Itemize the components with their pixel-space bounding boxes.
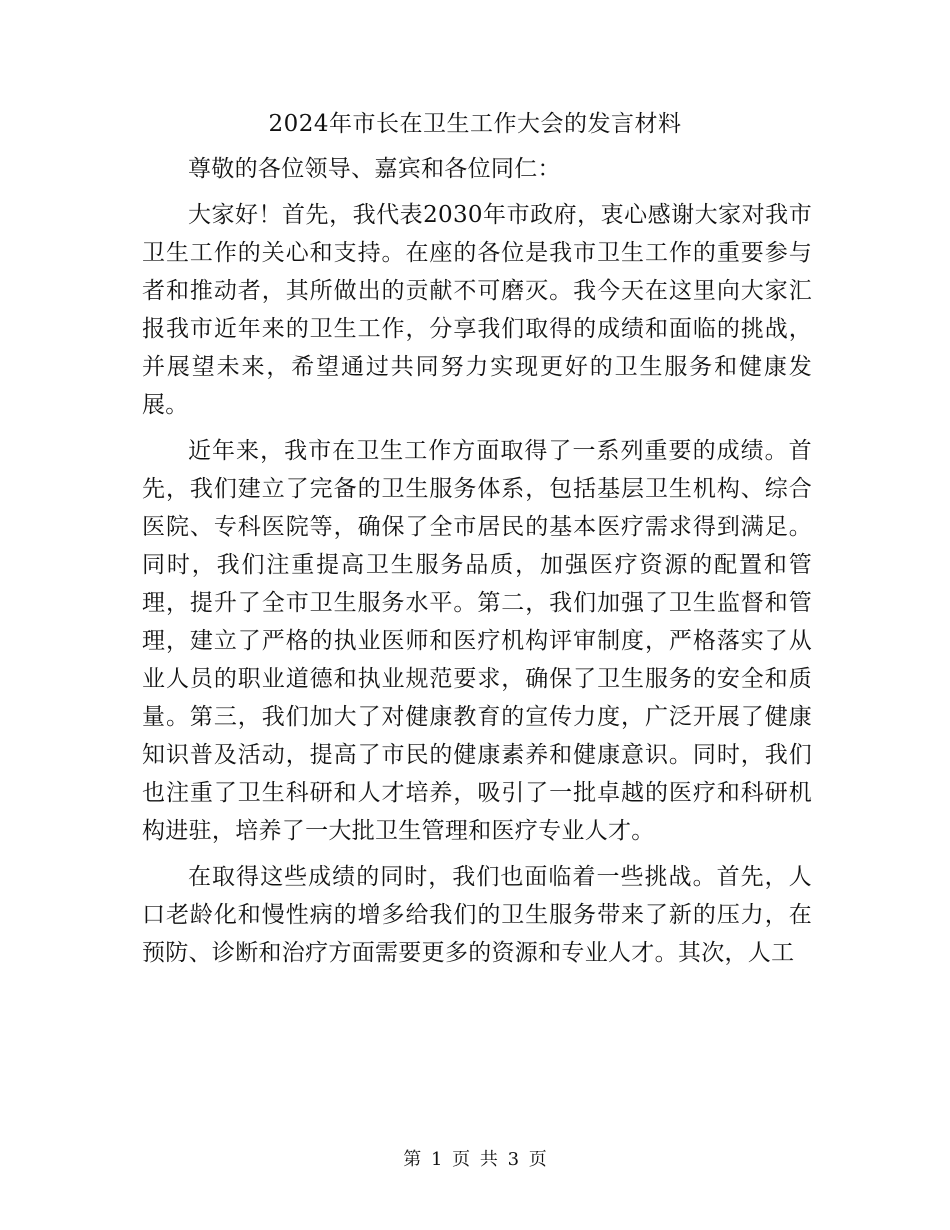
opening-paragraph: 大家好！首先，我代表2030年市政府，衷心感谢大家对我市卫生工作的关心和支持。在座的各位是我市卫生工作的重要参与者和推动者，其所做出的贡献不可磨灭。我今天在这里向大家汇报我市近年来的卫生工作，分享我们取得的成绩和面临的挑战，并展望未来，希望通过共同努力实现更好的卫生服务和健康发展。 bbox=[142, 202, 812, 418]
achievements-paragraph: 近年来，我市在卫生工作方面取得了一系列重要的成绩。首先，我们建立了完备的卫生服务体系，包括基层卫生机构、综合医院、专科医院等，确保了全市居民的基本医疗需求得到满足。同时，我们注重提高卫生服务品质，加强医疗资源的配置和管理，提升了全市卫生服务水平。第二，我们加强了卫生监督和管理，建立了严格的执业医师和医疗机构评审制度，严格落实了从业人员的职业道德和执业规范要求，确保了卫生服务的安全和质量。第三，我们加大了对健康教育的宣传力度，广泛开展了健康知识普及活动，提高了市民的健康素养和健康意识。同时，我们也注重了卫生科研和人才培养，吸引了一批卓越的医疗和科研机构进驻，培养了一大批卫生管理和医疗专业人才。 bbox=[142, 438, 812, 844]
document-title: 2024年市长在卫生工作大会的发言材料 bbox=[268, 111, 682, 137]
salutation-paragraph: 尊敬的各位领导、嘉宾和各位同仁： bbox=[188, 156, 561, 182]
page-number-footer: 第 1 页 共 3 页 bbox=[403, 1149, 547, 1170]
document-body bbox=[142, 150, 812, 972]
challenges-paragraph: 在取得这些成绩的同时，我们也面临着一些挑战。首先，人口老龄化和慢性病的增多给我们的卫生服务带来了新的压力，在预防、诊断和治疗方面需要更多的资源和专业人才。其次，人工 bbox=[142, 864, 812, 966]
